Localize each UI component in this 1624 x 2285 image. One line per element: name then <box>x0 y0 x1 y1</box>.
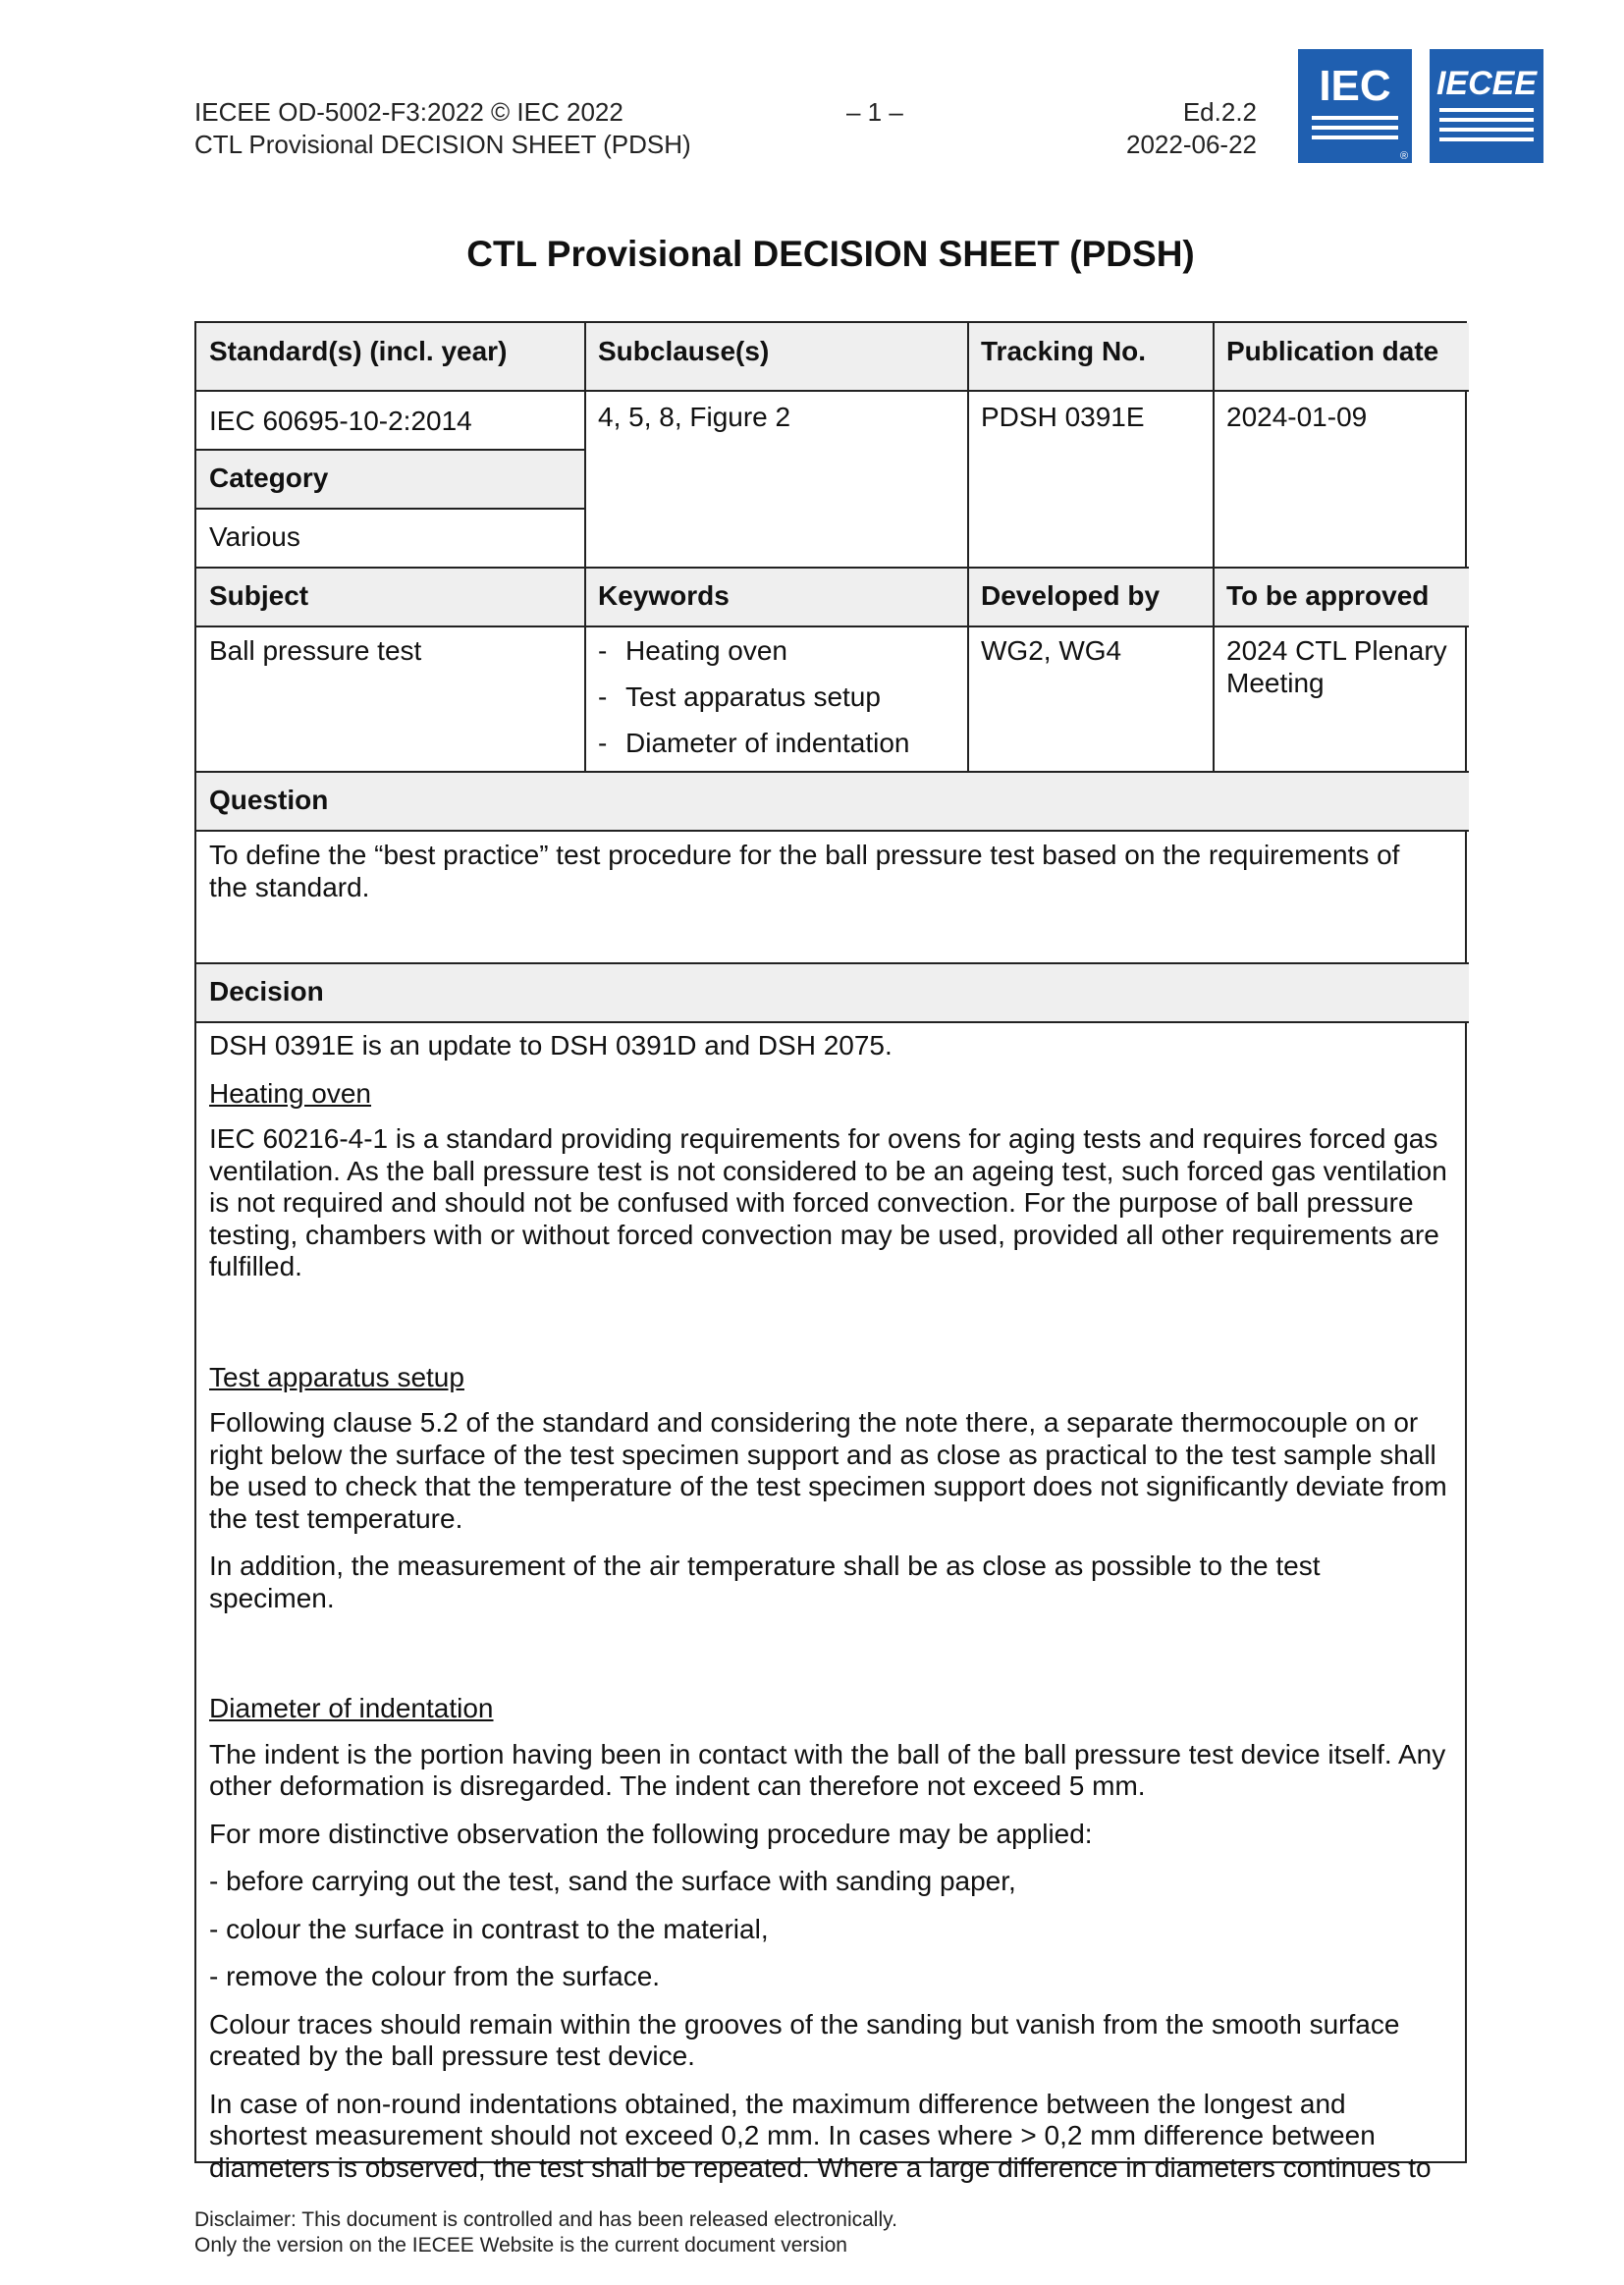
svg-text:®: ® <box>1400 150 1409 162</box>
setup-text-2: In addition, the measurement of the air temperature shall be as close as possible to the test specimen. <box>209 1551 1321 1613</box>
question-label: Question <box>196 772 1469 831</box>
question-text: To define the “best practice” test procedure for the ball pressure test based on the requirements of the standard. <box>209 840 1400 902</box>
disclaimer <box>194 2207 897 2258</box>
developed-label: Developed by <box>968 568 1214 626</box>
diameter-text-2: For more distinctive observation the following procedure may be applied: <box>209 1818 1093 1849</box>
table-rule <box>196 449 585 451</box>
decision-label: Decision <box>196 963 1469 1022</box>
diameter-text-3: Colour traces should remain within the grooves of the sanding but vanish from the smooth surface created by the ball pressure test device. <box>209 2008 1400 2071</box>
procedure-step: - before carrying out the test, sand the surface with sanding paper, <box>209 1866 1016 1896</box>
table-rule <box>196 567 1469 569</box>
iec-logo-graphic <box>1298 49 1412 163</box>
keywords-list <box>585 626 968 772</box>
iecee-logo-text: IECEE <box>1435 65 1538 102</box>
table-rule <box>967 323 969 772</box>
table-rule <box>1213 323 1215 772</box>
table-rule <box>196 626 1469 627</box>
disclaimer-line-1: Disclaimer: This document is controlled and has been released electronically. <box>194 2208 897 2231</box>
subclause-label: Subclause(s) <box>585 323 968 391</box>
approved-value: 2024 CTL Plenary Meeting <box>1226 635 1447 698</box>
disclaimer-line-2: Only the version on the IECEE Website is the current document version <box>194 2234 847 2257</box>
heading-heating-oven: Heating oven <box>209 1077 372 1109</box>
tracking-label: Tracking No. <box>968 323 1214 391</box>
subclause-value: 4, 5, 8, Figure 2 <box>598 402 791 432</box>
subject-value: Ball pressure test <box>209 635 422 666</box>
edition-date: 2022-06-22 <box>1126 130 1257 159</box>
table-rule <box>196 1021 1469 1023</box>
publication-value: 2024-01-09 <box>1226 402 1368 432</box>
decision-body <box>209 1030 1448 2200</box>
setup-text-1: Following clause 5.2 of the standard and considering the note there, a separate thermocouple on or right below the surface of the test specimen support and as close as practical to the test sample shall be used to check that the temperature of the test specimen support does not significantly deviate from the test temperature. <box>209 1407 1447 1534</box>
developed-value: WG2, WG4 <box>981 635 1122 666</box>
header-right <box>1060 96 1257 161</box>
procedure-step: - colour the surface in contrast to the material, <box>209 1913 769 1944</box>
keyword-item: - Test apparatus setup <box>598 681 881 712</box>
approved-label: To be approved <box>1214 568 1469 626</box>
category-label: Category <box>196 450 585 509</box>
tracking-value: PDSH 0391E <box>981 402 1145 432</box>
category-value: Various <box>209 521 300 552</box>
keywords-label: Keywords <box>585 568 968 626</box>
header-left <box>194 96 691 161</box>
procedure-step: - remove the colour from the surface. <box>209 1961 661 1991</box>
table-rule <box>196 390 1469 392</box>
heading-test-apparatus-setup: Test apparatus setup <box>209 1361 464 1392</box>
keyword-item: - Diameter of indentation <box>598 728 910 758</box>
page-number: – 1 – <box>846 97 903 127</box>
table-rule <box>584 323 586 772</box>
publication-label: Publication date <box>1214 323 1469 391</box>
table-rule <box>196 508 585 510</box>
iecee-logo-graphic <box>1430 49 1543 163</box>
table-rule <box>196 830 1469 832</box>
subject-label: Subject <box>196 568 585 626</box>
standard-label: Standard(s) (incl. year) <box>196 323 585 391</box>
standard-value: IEC 60695-10-2:2014 <box>209 406 472 436</box>
table-rule <box>196 962 1469 964</box>
heading-diameter-of-indentation: Diameter of indentation <box>209 1693 494 1723</box>
iec-logo-text: IEC <box>1319 62 1391 110</box>
decision-sheet-table <box>194 321 1467 2183</box>
doc-name: CTL Provisional DECISION SHEET (PDSH) <box>194 130 691 159</box>
heating-oven-text: IEC 60216-4-1 is a standard providing requirements for ovens for aging tests and requires forced gas ventilation. As the ball pressure test is not considered to be an ageing test, such forced gas ventilation is not required and should not be confused with forced convection. For the purpose of ball pressure testing, chambers with or without forced convection may be used, provided all other requirements are fulfilled. <box>209 1123 1447 1281</box>
decision-intro: DSH 0391E is an update to DSH 0391D and DSH 2075. <box>209 1030 893 1061</box>
iecee-logo <box>1430 49 1543 163</box>
page-title: CTL Provisional DECISION SHEET (PDSH) <box>466 234 1195 274</box>
keyword-item: - Heating oven <box>598 635 788 666</box>
table-rule <box>196 771 1469 773</box>
diameter-text-4: In case of non-round indentations obtained, the maximum difference between the longest and shortest measurement should not exceed 0,2 mm. In cases where > 0,2 mm difference between diameters is observed, the test shall be repeated. Where a large difference in diameters continues to <box>209 2088 1432 2183</box>
diameter-text-1: The indent is the portion having been in contact with the ball of the ball pressure test device itself. Any other deformation is disregarded. The indent can therefore not exceed 5 mm. <box>209 1738 1446 1801</box>
doc-id: IECEE OD-5002-F3:2022 © IEC 2022 <box>194 97 623 127</box>
edition: Ed.2.2 <box>1182 97 1257 127</box>
iec-logo <box>1298 49 1412 163</box>
